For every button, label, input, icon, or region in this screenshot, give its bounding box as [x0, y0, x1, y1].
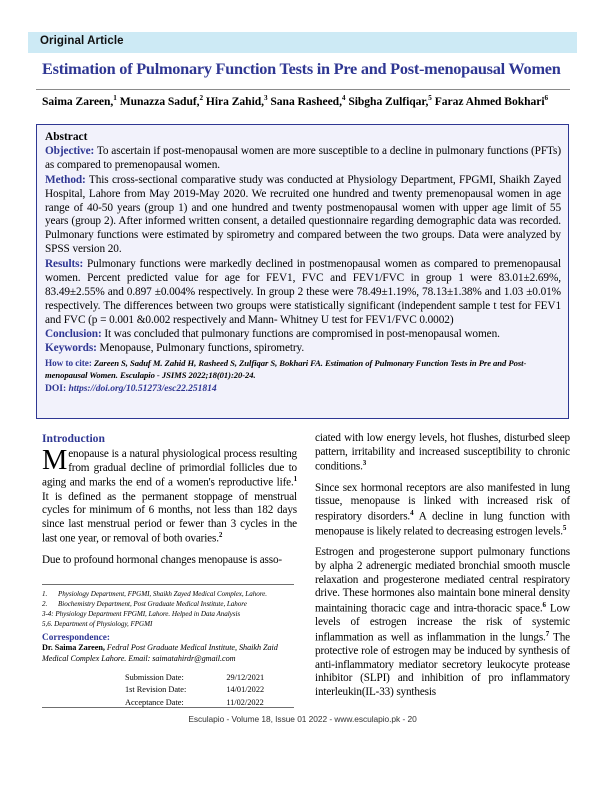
doi-label: DOI:	[45, 383, 67, 395]
doi-line	[45, 383, 561, 394]
body-paragraph-text: Since sex hormonal receptors are also manifested in lung tissue, menopause is linked with increased risk of respiratory disorders.	[315, 481, 570, 523]
abstract-sections	[45, 145, 561, 356]
article-type-band	[28, 32, 577, 53]
abstract-section-text: Menopause, Pulmonary functions, spirometry.	[96, 342, 305, 355]
citation-ref: 4	[410, 508, 414, 517]
citation-ref: 1	[293, 475, 297, 484]
affiliation-item	[42, 589, 297, 599]
correspondence-name: Dr. Saima Zareen,	[42, 643, 105, 652]
author-name: Sana Rasheed,	[270, 94, 342, 108]
abstract-section	[45, 145, 561, 173]
abstract-section-text: It was concluded that pulmonary functions are compromised in post-menopausal women.	[101, 327, 500, 340]
article-type-label: Original Article	[40, 35, 124, 47]
date-label: Acceptance Date:	[125, 697, 184, 707]
abstract-box	[36, 124, 569, 419]
affiliation-item	[42, 619, 297, 629]
author-affiliation-marker: 1	[113, 94, 117, 102]
citation-ref: 5	[562, 524, 567, 533]
author-name: Saima Zareen,	[42, 94, 114, 108]
author-affiliation-marker: 2	[199, 94, 204, 102]
affiliation-number: 2.	[42, 600, 48, 609]
abstract-section-text: To ascertain if post-menopausal women are more susceptible to a decline in pulmonary functions (PFTs) as compared to premenopausal women.	[45, 145, 561, 172]
body-paragraph	[315, 546, 570, 699]
affiliation-text: Physiology Department, FPGMI, Shaikh Zayed Medical Complex, Lahore.	[58, 590, 267, 598]
author-affiliation-marker: 5	[428, 94, 432, 102]
abstract-section-label: Conclusion:	[45, 327, 102, 340]
how-to-cite-label: How to cite:	[45, 358, 92, 369]
date-row	[125, 684, 264, 696]
date-value: 11/02/2022	[226, 697, 264, 707]
affiliation-item	[42, 609, 297, 619]
author-affiliation-marker: 3	[264, 94, 268, 102]
affiliation-text: Biochemistry Department, Post Graduate Medical Institute, Lahore	[58, 600, 247, 609]
submission-dates-table	[125, 672, 264, 709]
authors-line	[42, 94, 572, 109]
body-paragraph-text: Low levels of estrogen increase the risk of systemic inflammation as well as inflammation in the lungs.	[315, 602, 570, 644]
author-name: Hira Zahid,	[205, 94, 264, 108]
author-name: Faraz Ahmed Bokhari	[434, 94, 545, 108]
abstract-section	[45, 258, 561, 328]
body-paragraph-text: The protective role of estrogen may be induced by synthesis of anti-inflammatory mediator secretory leukocyte protease inhibitor (SLPI) and inhibition of pro inflammatory interleukin(IL-33) synthesis	[315, 631, 570, 699]
intro-paragraph-2: Due to profound hormonal changes menopause is asso-	[42, 553, 282, 566]
affiliation-text: 5,6. Department of Physiology, FPGMI	[42, 620, 153, 629]
abstract-section	[45, 328, 561, 342]
body-paragraph	[315, 482, 570, 540]
intro-paragraph-1-rest: It is defined as the permanent stoppage of menstrual cycles for minimum of 6 months, not less than 182 days since last menstrual period or fewer than 3 cycles in the last one year, or removal of both ovaries.	[42, 490, 297, 546]
page-footer: Esculapio - Volume 18, Issue 01 2022 - www.esculapio.pk - 20	[188, 714, 417, 724]
intro-paragraph-1	[42, 445, 297, 547]
affiliation-text: 3-4: Physiology Department FPGMI, Lahore. Helped in Data Analysis	[42, 610, 241, 619]
author-affiliation-marker: 4	[341, 94, 346, 102]
abstract-section-text: Pulmonary functions were markedly declined in postmenopausal women as compared to premenopausal women. Percent predicted value for age for FEV1, FVC and FEV1/FVC in group 1 were 83.01±2.69%, 83.49±2.55% and 0.897 ±0.004% respectively. In group 2 these were 78.49±1.19%, 78.13±1.38% and 1.03 ±0.01% respectively. The differences between two groups were statistically significant (independent sample t test for FEV1 and FVC (p = 0.001 &0.002 respectively and Mann- Whitney U test for FEV1/FVC 0.0002)	[45, 257, 561, 326]
intro-paragraph-1-text: Menopause is a natural physiological process resulting from gradual decline of primordial follicles due to aging and marks the end of a women's reproductive life.	[42, 445, 297, 489]
author-name: Sibgha Zulfiqar,	[348, 94, 429, 108]
abstract-section-label: Keywords:	[45, 342, 97, 355]
citation-ref: 2	[218, 531, 223, 540]
abstract-section-label: Method:	[45, 173, 86, 186]
abstract-heading: Abstract	[45, 131, 88, 143]
affiliation-item	[42, 599, 297, 609]
body-paragraph-text: Estrogen and progesterone support pulmonary functions by alpha 2 adrenergic mediated bronchial smooth muscle relaxation and progesterone mediated central respiratory drive. These hormones also maintain bone mineral density maintaining thoracic cage and intra-thoracic space.	[315, 546, 570, 615]
body-paragraph	[315, 432, 570, 475]
body-paragraph-text: A decline in lung function with menopause is likely related to decreasing estrogen levels.	[315, 510, 570, 538]
how-to-cite-text: Zareen S, Saduf M. Zahid H, Rasheed S, Zulfiqar S, Bokhari FA. Estimation of Pulmonary Function Tests in Pre and Post-menopausal Women. Esculapio - JSIMS 2022;18(01):20-24.	[45, 358, 527, 381]
affiliations-list	[42, 589, 297, 629]
citation-ref: 3	[362, 459, 367, 468]
body-paragraph-text: ciated with low energy levels, hot flushes, disturbed sleep pattern, irritability and increased susceptibility to chronic conditions.	[315, 432, 570, 473]
affiliation-number: 1.	[42, 590, 48, 598]
abstract-section	[45, 174, 561, 258]
body-left-column	[42, 432, 297, 574]
date-label: 1st Revision Date:	[125, 685, 187, 695]
date-row	[125, 672, 264, 684]
section-heading-introduction: Introduction	[42, 432, 105, 445]
author-name: Munazza Saduf,	[119, 94, 200, 108]
abstract-section	[45, 342, 561, 356]
abstract-section-label: Objective:	[45, 145, 95, 158]
correspondence-block	[42, 633, 297, 665]
correspondence-body	[42, 643, 297, 665]
date-value: 14/01/2022	[226, 685, 265, 695]
abstract-section-label: Results:	[45, 257, 84, 270]
page-title: Estimation of Pulmonary Function Tests in Pre and Post-menopausal Women	[42, 59, 561, 78]
citation-ref: 6	[542, 600, 546, 609]
date-value: 29/12/2021	[226, 673, 265, 682]
abstract-section-text: This cross-sectional comparative study was conducted at Physiology Department, FPGMI, Shaikh Zayed Hospital, Lahore from May 2019-May 2020. We recruited one hundred and twenty premenopausal women in age range of 40-50 years (group 1) and one hundred and twenty postmenopausal women with upper age limit of 55 years (group 2). After informed written consent, a detailed questionnaire regarding demographic data was recorded. Pulmonary functions were estimated by spirometry and compared between the two groups. Data were analyzed by SPSS version 20.	[45, 173, 561, 256]
correspondence-heading: Correspondence:	[42, 633, 110, 643]
authors-divider	[36, 89, 570, 90]
author-affiliation-marker: 6	[544, 94, 549, 102]
affiliations-divider	[42, 584, 294, 585]
body-right-column	[315, 432, 570, 707]
how-to-cite	[45, 358, 561, 381]
correspondence-affiliation: Fedral Post Graduate Medical Institute, Shaikh Zaid Medical Complex Lahore. Email: saimatahirdr@gmail.com	[42, 643, 278, 663]
doi-value[interactable]: https://doi.org/10.51273/esc22.251814	[66, 383, 217, 395]
citation-ref: 7	[545, 629, 550, 638]
dates-divider	[42, 707, 294, 708]
date-label: Submission Date:	[125, 673, 184, 682]
